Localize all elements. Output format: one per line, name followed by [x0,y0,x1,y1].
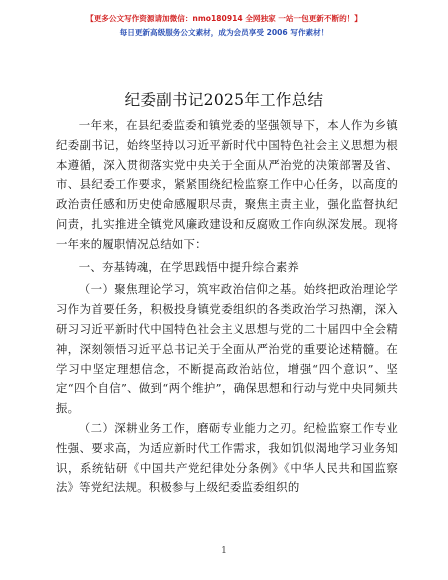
paragraph-1-lead: （一）聚焦理论学习，筑牢政治信仰之基。 [78,282,304,297]
paragraph-2-lead: （二）深耕业务工作，磨砺专业能力之刃。 [78,420,304,435]
promo-line-2: 每日更新高级服务公文素材，成为会员享受 2006 写作素材！ [119,28,329,37]
paragraph-2 [56,419,398,498]
document-title: 纪委副书记2025年工作总结 [124,91,324,109]
paragraph-2-body: 纪检监察工作专业性强、要求高，为适应新时代工作需求，我如饥似渴地学习业务知识，系统钻研《中国共产党纪律处分条例》《中华人民共和国监察法》等党纪法规。积极参与上级纪委监委组织的 [56,420,398,495]
paragraph-1-body: 始终把政治理论学习作为首要任务，积极投身镇党委组织的各类政治学习热潮，深入研习习近平新时代中国特色社会主义思想与党的二十届四中全会精神，深刻领悟习近平总书记关于全面从严治党的重要论述精髓。在学习中坚定理想信念，不断提高政治站位，增强“四个意识”、坚定“四个自信”、做到“两个维护”，确保思想和行动与党中央同频共振。 [56,282,398,416]
promo-line-1: 【更多公文写作资源请加微信：nmo180914 全网独家 一站一包更新不断的！】 [86,14,362,23]
paragraph-1 [56,280,398,419]
intro-paragraph: 一年来，在县纪委监委和镇党委的坚强领导下，本人作为乡镇纪委副书记，始终坚持以习近平新时代中国特色社会主义思想为根本遵循，深入贯彻落实党中央关于全面从严治党的决策部署及省、市、县纪委工作要求，紧紧围绕纪检监察工作中心任务，以高度的政治责任感和历史使命感履职尽责，聚焦主责主业，强化监督执纪问责，扎实推进全镇党风廉政建设和反腐败工作向纵深发展。现将一年来的履职情况总结如下： [56,118,398,251]
promo-header [0,14,448,39]
document-body [56,116,398,498]
page-number: 1 [221,546,227,556]
section-1-heading: 一、夯基铸魂，在学思践悟中提升综合素养 [78,259,300,274]
